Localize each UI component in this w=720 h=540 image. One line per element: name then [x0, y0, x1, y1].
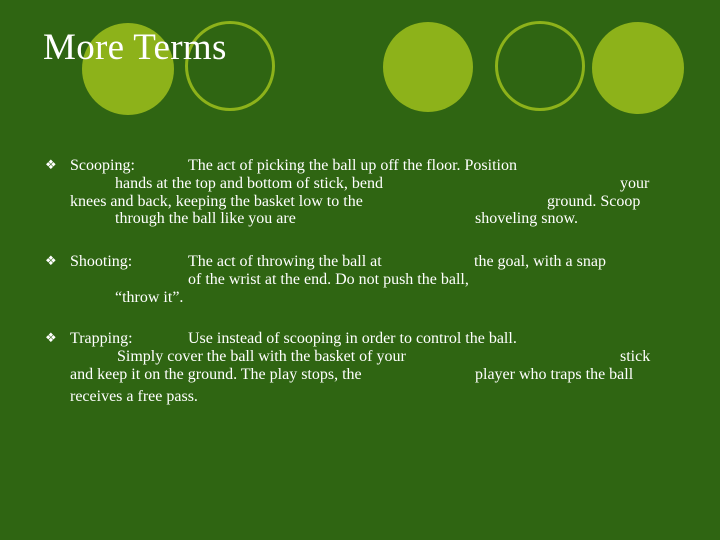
decorative-circle-filled-3 [592, 22, 684, 114]
definition-line: receives a free pass. [70, 388, 198, 405]
definition-line: The act of throwing the ball at [188, 253, 382, 270]
definition-line: and keep it on the ground. The play stops, the [70, 366, 362, 383]
term-label: Trapping: [70, 330, 133, 347]
definition-line: “throw it”. [115, 289, 184, 306]
bullet-diamond-icon: ❖ [45, 158, 57, 173]
definition-line: The act of picking the ball up off the floor. Position [188, 157, 517, 174]
definition-line: of the wrist at the end. Do not push the ball, [188, 271, 469, 288]
bullet-diamond-icon: ❖ [45, 331, 57, 346]
definition-line: ground. Scoop [547, 193, 641, 210]
definition-line: knees and back, keeping the basket low to the [70, 193, 363, 210]
bullet-diamond-icon: ❖ [45, 254, 57, 269]
definition-line: Use instead of scooping in order to control the ball. [188, 330, 517, 347]
definition-line: through the ball like you are [115, 210, 296, 227]
definition-line: Simply cover the ball with the basket of your [117, 348, 406, 365]
term-label: Scooping: [70, 157, 135, 174]
definition-line: shoveling snow. [475, 210, 578, 227]
decorative-circle-filled-2 [383, 22, 473, 112]
slide-title: More Terms [43, 27, 227, 68]
definition-line: player who traps the ball [475, 366, 634, 383]
definition-line: hands at the top and bottom of stick, bend [115, 175, 383, 192]
decorative-circle-outline-2 [495, 21, 585, 111]
definition-line: the goal, with a snap [474, 253, 606, 270]
term-label: Shooting: [70, 253, 133, 270]
definition-line: your [620, 175, 650, 192]
definition-line: stick [620, 348, 651, 365]
